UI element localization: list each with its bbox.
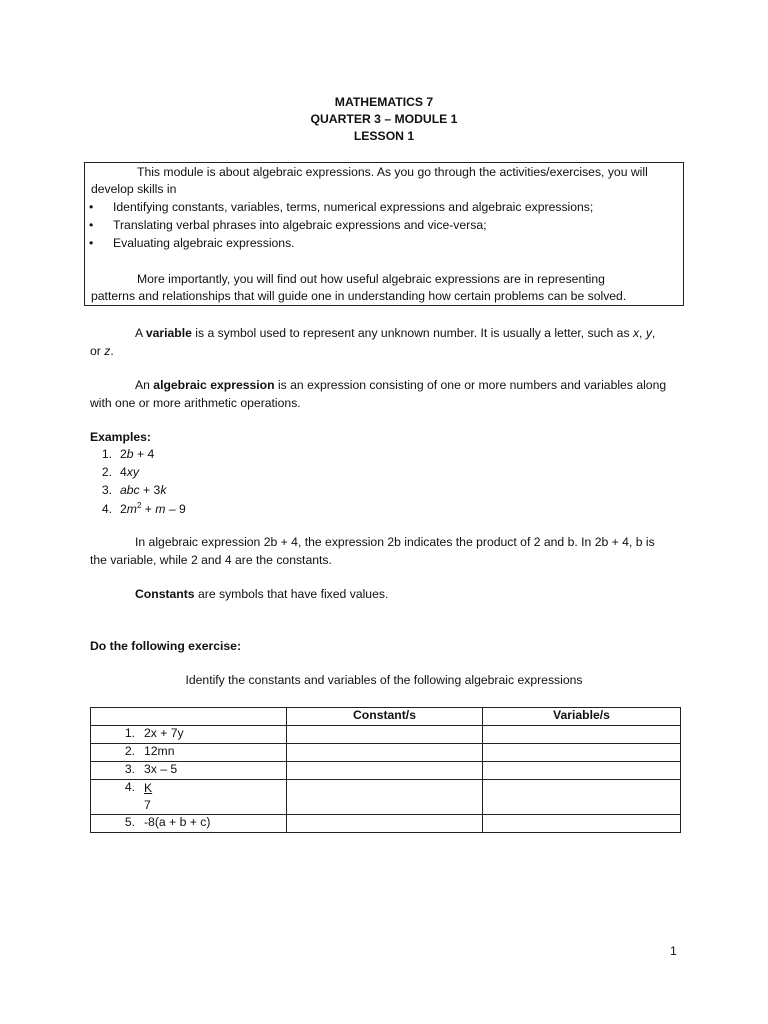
intro-para2-line1: More importantly, you will find out how useful algebraic expressions are in representing: [137, 272, 605, 286]
variable-answer-cell[interactable]: [483, 744, 681, 762]
term-algebraic-expression: algebraic expression: [153, 378, 275, 392]
bullet-item: Identifying constants, variables, terms, numerical expressions and algebraic expressions;: [113, 200, 594, 214]
exercise-table: [90, 707, 681, 833]
variable-definition: A variable is a symbol used to represent any unknown number. It is usually a letter, such as x, y,: [135, 326, 656, 340]
explanation-line2: the variable, while 2 and 4 are the constants.: [90, 553, 332, 567]
intro-para1-line1: This module is about algebraic expressions. As you go through the activities/exercises, you will: [137, 165, 648, 179]
table-row: [91, 780, 681, 815]
variable-answer-cell[interactable]: [483, 780, 681, 815]
expression-cell: 4. $\frac{K}{7}$: [91, 780, 287, 815]
variable-definition-line2: or z.: [90, 344, 114, 358]
constant-answer-cell[interactable]: [287, 815, 483, 833]
list-item: 1. 2b + 4: [101, 447, 155, 461]
term-constants: Constants: [135, 587, 195, 601]
expression-cell: 2. 12mn: [91, 744, 287, 762]
title-line-1: MATHEMATICS 7: [334, 95, 434, 109]
variable-answer-cell[interactable]: [483, 762, 681, 780]
algebraic-expression-definition: An algebraic expression is an expression consisting of one or more numbers and variables along: [135, 378, 667, 392]
intro-box: [84, 162, 684, 306]
table-header-cell: [91, 708, 287, 726]
constant-answer-cell[interactable]: [287, 762, 483, 780]
constant-answer-cell[interactable]: [287, 780, 483, 815]
constants-definition: Constants are symbols that have fixed values.: [135, 587, 389, 601]
title-line-2: QUARTER 3 – MODULE 1: [310, 112, 458, 126]
bullet-icon: •: [89, 200, 94, 214]
table-header-cell: Constant/s: [287, 708, 483, 726]
exercise-heading: Do the following exercise:: [90, 639, 242, 653]
fraction: $\frac{K}{7}$: [144, 781, 153, 812]
constant-answer-cell[interactable]: [287, 726, 483, 744]
variable-answer-cell[interactable]: [483, 726, 681, 744]
list-item: 2. 4xy: [101, 465, 139, 479]
title-line-3: LESSON 1: [353, 129, 415, 143]
table-row: [91, 762, 681, 780]
table-header-cell: Variable/s: [483, 708, 681, 726]
explanation-line1: In algebraic expression 2b + 4, the expression 2b indicates the product of 2 and b. In 2b + 4, b is: [135, 535, 655, 549]
bullet-icon: •: [89, 218, 94, 232]
intro-para1-line2: develop skills in: [91, 182, 177, 196]
expression-cell: 3. 3x – 5: [91, 762, 287, 780]
expression-cell: 1. 2x + 7y: [91, 726, 287, 744]
exercise-instruction: Identify the constants and variables of the following algebraic expressions: [185, 673, 583, 687]
table-header-row: [91, 708, 681, 726]
table-row: [91, 815, 681, 833]
bullet-item: Evaluating algebraic expressions.: [113, 236, 295, 250]
examples-heading: Examples:: [90, 430, 151, 444]
constant-answer-cell[interactable]: [287, 744, 483, 762]
algebraic-expression-definition-line2: with one or more arithmetic operations.: [90, 396, 301, 410]
bullet-item: Translating verbal phrases into algebraic expressions and vice-versa;: [113, 218, 487, 232]
list-item: 3. abc + 3k: [101, 483, 167, 497]
variable-answer-cell[interactable]: [483, 815, 681, 833]
table-row: [91, 726, 681, 744]
term-variable: variable: [145, 326, 192, 340]
table-row: [91, 744, 681, 762]
intro-para2-line2: patterns and relationships that will guide one in understanding how certain problems can be solved.: [91, 289, 627, 303]
expression-cell: 5. -8(a + b + c): [91, 815, 287, 833]
list-item: 4. $2m^2 + m - 9$: [101, 501, 186, 517]
bullet-icon: •: [89, 236, 94, 250]
page-number: 1: [670, 944, 677, 958]
